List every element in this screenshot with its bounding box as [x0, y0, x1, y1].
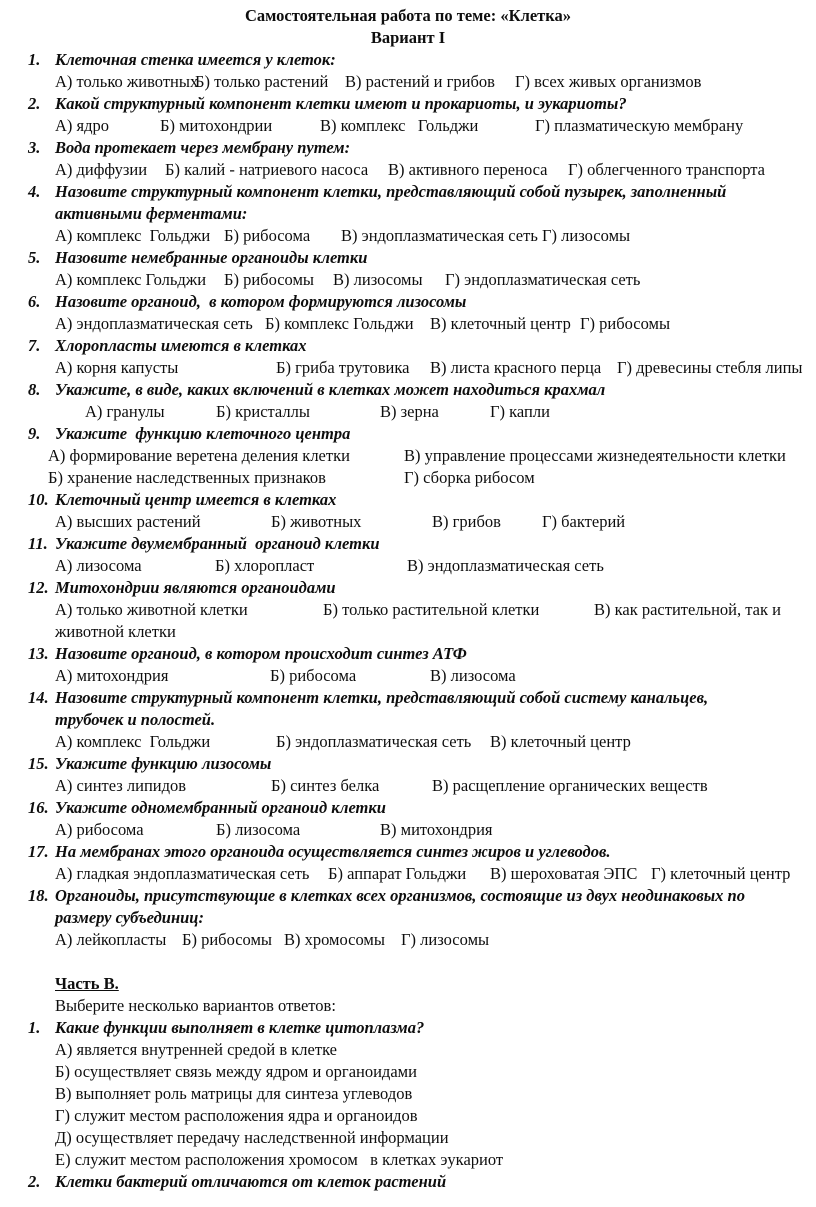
part-b-header-line — [0, 973, 816, 995]
question-number: 4. — [28, 182, 41, 201]
question-number: 13. — [28, 644, 49, 663]
option: В) эндоплазматическая сеть — [341, 226, 538, 245]
option: Б) калий - натриевого насоса — [165, 160, 369, 179]
option-row — [0, 929, 816, 951]
option: Г) служит местом расположения ядра и органоидов — [55, 1106, 418, 1125]
question-head — [0, 335, 816, 357]
section-gap — [0, 951, 816, 973]
option: Б) митохондрии — [160, 116, 273, 135]
question-number: 8. — [28, 380, 41, 399]
question-number: 15. — [28, 754, 49, 773]
question — [0, 489, 816, 533]
question-head — [0, 687, 816, 731]
question-text: Назовите структурный компонент клетки, представляющий собой пузырек, заполненный активными ферментами: — [55, 182, 731, 223]
question-number: 1. — [28, 1018, 41, 1037]
question-text: Назовите органоид, в котором формируются лизосомы — [55, 292, 467, 311]
question — [0, 1017, 816, 1171]
question-text: Клетки бактерий отличаются от клеток растений — [55, 1172, 447, 1191]
option-row — [0, 555, 816, 577]
question-text: Вода протекает через мембрану путем: — [55, 138, 351, 157]
question-number: 9. — [28, 424, 41, 443]
option-row — [0, 401, 816, 423]
option: В) комплекс Гольджи — [320, 116, 479, 135]
option: А) эндоплазматическая сеть — [55, 314, 253, 333]
question-head — [0, 423, 816, 445]
question-text: На мембранах этого органоида осуществляется синтез жиров и углеводов. — [55, 842, 611, 861]
option-row — [0, 665, 816, 687]
question-head — [0, 49, 816, 71]
option-row — [0, 313, 816, 335]
option: А) является внутренней средой в клетке — [55, 1040, 337, 1059]
question-text: Какой структурный компонент клетки имеют и прокариоты, и эукариоты? — [55, 94, 627, 113]
option-row — [0, 159, 816, 181]
variant-title: Вариант I — [370, 28, 446, 47]
part-b-header: Часть В. — [55, 974, 119, 993]
option: В) хромосомы — [284, 930, 385, 949]
question — [0, 93, 816, 137]
question-head — [0, 137, 816, 159]
question-text: Укажите функцию лизосомы — [55, 754, 272, 773]
question-head — [0, 247, 816, 269]
question-text: Назовите немебранные органоиды клетки — [55, 248, 368, 267]
question-head — [0, 885, 816, 929]
option: Б) хлоропласт — [215, 556, 315, 575]
option: Г) рибосомы — [580, 314, 671, 333]
question-number: 2. — [28, 94, 41, 113]
option: Б) гриба трутовика — [276, 358, 410, 377]
question-head — [0, 93, 816, 115]
option: Б) осуществляет связь между ядром и органоидами — [55, 1062, 417, 1081]
option: А) высших растений — [55, 512, 201, 531]
question — [0, 335, 816, 379]
option: Б) аппарат Гольджи — [328, 864, 467, 883]
question-number: 14. — [28, 688, 49, 707]
option: В) эндоплазматическая сеть — [407, 556, 604, 575]
question — [0, 687, 816, 753]
option: В) зерна — [380, 402, 439, 421]
question-head — [0, 181, 816, 225]
option: В) активного переноса — [388, 160, 548, 179]
question-text: Клеточная стенка имеется у клеток: — [55, 50, 336, 69]
option: Б) рибосома — [224, 226, 311, 245]
question — [0, 1171, 816, 1193]
question — [0, 247, 816, 291]
question-text: Укажите функцию клеточного центра — [55, 424, 351, 443]
option: Г) сборка рибосом — [404, 468, 535, 487]
question-number: 10. — [28, 490, 49, 509]
question — [0, 181, 816, 247]
option: А) диффузии — [55, 160, 148, 179]
option: А) лейкопласты — [55, 930, 167, 949]
option: Г) эндоплазматическая сеть — [445, 270, 641, 289]
question-head — [0, 379, 816, 401]
option: Б) кристаллы — [216, 402, 310, 421]
option: Г) бактерий — [542, 512, 626, 531]
option: А) митохондрия — [55, 666, 169, 685]
question — [0, 49, 816, 93]
part-b-section — [0, 1017, 816, 1193]
question-number: 16. — [28, 798, 49, 817]
question — [0, 643, 816, 687]
option: Б) рибосомы — [224, 270, 315, 289]
option-row — [0, 731, 816, 753]
option: Б) животных — [271, 512, 362, 531]
option: животной клетки — [55, 622, 176, 641]
question — [0, 885, 816, 951]
question — [0, 423, 816, 489]
question — [0, 379, 816, 423]
option: Г) капли — [490, 402, 550, 421]
option: А) ядро — [55, 116, 110, 135]
option: В) как растительной, так и — [594, 600, 781, 619]
part-b-instruction: Выберите несколько вариантов ответов: — [55, 996, 336, 1015]
option: В) митохондрия — [380, 820, 493, 839]
option-row — [0, 819, 816, 841]
option-row — [0, 599, 816, 621]
option: А) комплекс Гольджи — [55, 226, 211, 245]
question-head — [0, 841, 816, 863]
option: Г) клеточный центр — [651, 864, 791, 883]
option: Г) лизосомы — [542, 226, 631, 245]
question-number: 1. — [28, 50, 41, 69]
option: В) расщепление органических веществ — [432, 776, 708, 795]
question-text: Назовите структурный компонент клетки, представляющий собой систему канальцев, трубочек и полостей. — [55, 688, 713, 729]
question — [0, 797, 816, 841]
option-row — [0, 71, 816, 93]
question-head — [0, 1017, 816, 1039]
option: Б) только растений — [195, 72, 329, 91]
option: В) шероховатая ЭПС — [490, 864, 638, 883]
option: А) только животных — [55, 72, 199, 91]
option-row — [0, 225, 816, 247]
option: Б) рибосомы — [182, 930, 273, 949]
question — [0, 137, 816, 181]
option-row — [0, 863, 816, 885]
question — [0, 291, 816, 335]
question — [0, 577, 816, 643]
option-row — [0, 775, 816, 797]
option-row — [0, 621, 816, 643]
question-text: Органоиды, присутствующие в клетках всех организмов, состоящие из двух неодинаковых по размеру субъединиц: — [55, 886, 750, 927]
part-a-section — [0, 49, 816, 951]
question-head — [0, 291, 816, 313]
option: А) рибосома — [55, 820, 144, 839]
question-text: Назовите органоид, в котором происходит синтез АТФ — [55, 644, 467, 663]
question-text: Митохондрии являются органоидами — [55, 578, 336, 597]
question-number: 12. — [28, 578, 49, 597]
question-head — [0, 753, 816, 775]
option: А) гранулы — [85, 402, 165, 421]
question — [0, 753, 816, 797]
page-title: Самостоятельная работа по теме: «Клетка» — [244, 6, 572, 25]
question-number: 2. — [28, 1172, 41, 1191]
question-number: 17. — [28, 842, 49, 861]
option: В) грибов — [432, 512, 501, 531]
question-number: 11. — [28, 534, 48, 553]
option: Е) служит местом расположения хромосом в клетках эукариот — [55, 1150, 504, 1169]
question — [0, 533, 816, 577]
option: А) формирование веретена деления клетки — [48, 446, 350, 465]
question-head — [0, 643, 816, 665]
option-row — [0, 445, 816, 467]
option: Г) древесины стебля липы — [617, 358, 803, 377]
question-number: 18. — [28, 886, 49, 905]
option: Г) всех живых организмов — [515, 72, 702, 91]
option: А) гладкая эндоплазматическая сеть — [55, 864, 310, 883]
option: Д) осуществляет передачу наследственной информации — [55, 1128, 449, 1147]
question-head — [0, 489, 816, 511]
option: Б) эндоплазматическая сеть — [276, 732, 472, 751]
option: В) растений и грибов — [345, 72, 495, 91]
option: В) листа красного перца — [430, 358, 602, 377]
question-text: Укажите одномембранный органоид клетки — [55, 798, 386, 817]
question-number: 6. — [28, 292, 41, 311]
option-row — [0, 357, 816, 379]
option: А) корня капусты — [55, 358, 179, 377]
question-text: Хлоропласты имеются в клетках — [55, 336, 307, 355]
option: В) лизосома — [430, 666, 516, 685]
option: Б) лизосома — [216, 820, 301, 839]
option: Б) только растительной клетки — [323, 600, 540, 619]
question-text: Клеточный центр имеется в клетках — [55, 490, 337, 509]
option: Б) хранение наследственных признаков — [48, 468, 326, 487]
option: Б) синтез белка — [271, 776, 380, 795]
question-text: Какие функции выполняет в клетке цитоплазма? — [55, 1018, 425, 1037]
question-text: Укажите, в виде, каких включений в клетках может находиться крахмал — [55, 380, 606, 399]
question-number: 5. — [28, 248, 41, 267]
option: Б) рибосома — [270, 666, 357, 685]
question — [0, 841, 816, 885]
option-row — [0, 269, 816, 291]
option: В) выполняет роль матрицы для синтеза углеводов — [55, 1084, 413, 1103]
option-row — [0, 115, 816, 137]
option: А) синтез липидов — [55, 776, 187, 795]
option: В) управление процессами жизнедеятельности клетки — [404, 446, 786, 465]
question-text: Укажите двумембранный органоид клетки — [55, 534, 380, 553]
option: А) комплекс Гольджи — [55, 270, 207, 289]
option: А) только животной клетки — [55, 600, 248, 619]
question-number: 7. — [28, 336, 41, 355]
question-head — [0, 533, 816, 555]
question-head — [0, 1171, 816, 1193]
option: Б) комплекс Гольджи — [265, 314, 414, 333]
option: А) лизосома — [55, 556, 142, 575]
question-head — [0, 797, 816, 819]
option: Г) плазматическую мембрану — [535, 116, 744, 135]
option: Г) лизосомы — [401, 930, 490, 949]
option-row — [0, 511, 816, 533]
option: Г) облегченного транспорта — [568, 160, 765, 179]
option: В) клеточный центр — [430, 314, 571, 333]
option: В) лизосомы — [333, 270, 423, 289]
question-head — [0, 577, 816, 599]
option: А) комплекс Гольджи — [55, 732, 211, 751]
option: В) клеточный центр — [490, 732, 631, 751]
option-row — [0, 467, 816, 489]
question-number: 3. — [28, 138, 41, 157]
